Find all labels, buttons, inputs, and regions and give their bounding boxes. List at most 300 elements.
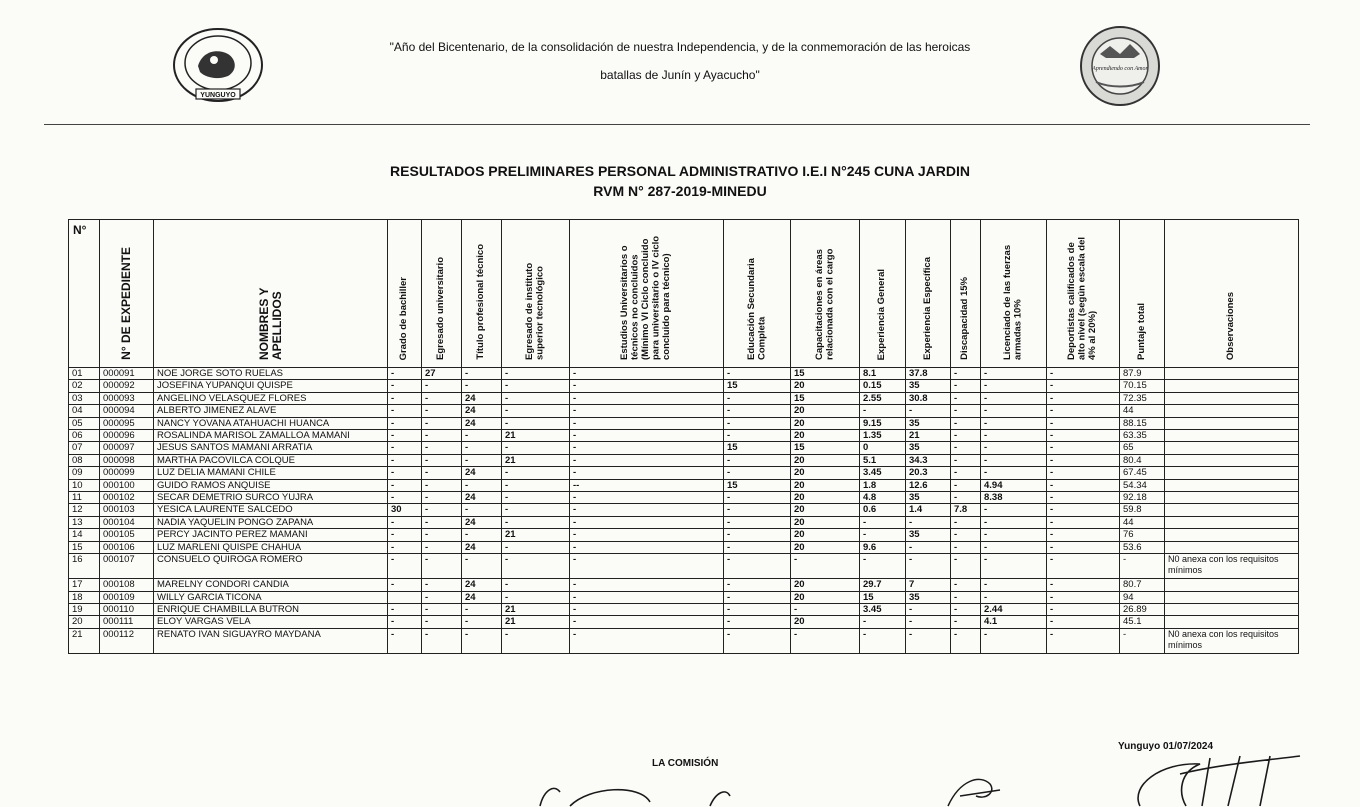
table-cell: - — [422, 417, 462, 429]
column-header-label: Capacitaciones en áreas relacionada con el cargo — [813, 248, 835, 360]
table-cell: - — [570, 454, 724, 466]
table-cell: 06 — [69, 430, 100, 442]
table-cell: 87.9 — [1120, 368, 1165, 380]
table-cell — [1165, 454, 1299, 466]
table-cell: 54.34 — [1120, 479, 1165, 491]
table-cell: - — [422, 616, 462, 628]
table-cell: - — [906, 516, 951, 528]
table-cell: - — [422, 405, 462, 417]
table-cell: - — [422, 467, 462, 479]
table-cell — [1165, 579, 1299, 591]
table-cell: - — [1120, 628, 1165, 653]
table-cell: - — [981, 554, 1047, 579]
table-cell — [1165, 430, 1299, 442]
table-cell: PERCY JACINTO PEREZ MAMANI — [154, 529, 388, 541]
table-cell: 21 — [502, 603, 570, 615]
table-cell: 24 — [462, 467, 502, 479]
column-header: N° — [69, 220, 100, 368]
table-cell: - — [951, 417, 981, 429]
table-cell: - — [1047, 417, 1120, 429]
table-cell: - — [906, 628, 951, 653]
table-cell: 000095 — [100, 417, 154, 429]
table-cell: - — [388, 529, 422, 541]
table-cell: - — [502, 492, 570, 504]
signature-commission-2 — [930, 770, 1030, 807]
table-cell: - — [502, 467, 570, 479]
table-cell: - — [981, 442, 1047, 454]
table-cell: - — [388, 417, 422, 429]
table-cell — [1165, 504, 1299, 516]
table-cell: 35 — [906, 442, 951, 454]
table-cell: 80.4 — [1120, 454, 1165, 466]
table-cell: 20 — [791, 579, 860, 591]
table-row — [69, 380, 1299, 392]
seal-left-label: YUNGUYO — [200, 92, 236, 99]
table-cell: -- — [570, 479, 724, 491]
table-cell: - — [951, 591, 981, 603]
table-cell: ALBERTO JIMENEZ ALAVE — [154, 405, 388, 417]
table-cell: 20 — [791, 616, 860, 628]
header-line-2: batallas de Junín y Ayacucho" — [600, 68, 760, 82]
table-cell: - — [1047, 467, 1120, 479]
column-header-label: Estudios Universitarios o técnicos no concluidos (Mínimo VI Ciclo concluido para universitario o IV ciclo concluido para técnico) — [619, 235, 673, 360]
table-cell: - — [791, 554, 860, 579]
column-header — [422, 220, 462, 368]
table-cell: - — [860, 554, 906, 579]
table-cell: - — [1047, 454, 1120, 466]
table-cell: 20.3 — [906, 467, 951, 479]
table-cell: - — [570, 467, 724, 479]
table-cell: 44 — [1120, 405, 1165, 417]
table-cell: - — [570, 541, 724, 553]
table-cell: - — [981, 529, 1047, 541]
page-title — [300, 161, 1060, 201]
table-cell: 34.3 — [906, 454, 951, 466]
table-cell: - — [388, 392, 422, 404]
table-cell: - — [951, 405, 981, 417]
table-cell: - — [570, 591, 724, 603]
table-cell: - — [981, 541, 1047, 553]
table-cell: 24 — [462, 516, 502, 528]
table-cell: - — [1047, 591, 1120, 603]
table-cell: - — [724, 616, 791, 628]
column-header-label: Licenciado de las fuerzas armadas 10% — [1002, 244, 1024, 360]
table-cell: JESUS SANTOS MAMANI ARRATIA — [154, 442, 388, 454]
table-cell: - — [1047, 504, 1120, 516]
table-cell: 000110 — [100, 603, 154, 615]
column-header-label: Título profesional técnico — [475, 244, 487, 360]
table-cell: - — [981, 504, 1047, 516]
column-header-label: Puntaje total — [1135, 302, 1147, 360]
table-cell: - — [1047, 479, 1120, 491]
table-cell: 72.35 — [1120, 392, 1165, 404]
table-cell: 27 — [422, 368, 462, 380]
table-cell: - — [388, 467, 422, 479]
table-cell: - — [502, 579, 570, 591]
results-table — [68, 219, 1299, 654]
table-cell: 15 — [69, 541, 100, 553]
table-cell: - — [570, 392, 724, 404]
table-cell: 14 — [69, 529, 100, 541]
table-cell: 35 — [906, 529, 951, 541]
table-cell: - — [570, 504, 724, 516]
table-cell: - — [502, 405, 570, 417]
column-header — [388, 220, 422, 368]
table-cell: - — [502, 516, 570, 528]
table-cell: - — [724, 417, 791, 429]
table-cell: - — [570, 516, 724, 528]
table-cell: - — [422, 579, 462, 591]
signature-commission-3 — [1120, 752, 1310, 807]
table-row — [69, 616, 1299, 628]
table-cell: - — [422, 603, 462, 615]
table-cell: 15 — [724, 380, 791, 392]
table-cell: - — [724, 492, 791, 504]
table-cell: - — [981, 405, 1047, 417]
table-cell: 04 — [69, 405, 100, 417]
table-cell: 1.35 — [860, 430, 906, 442]
table-cell: - — [791, 603, 860, 615]
table-cell: 59.8 — [1120, 504, 1165, 516]
column-header — [951, 220, 981, 368]
table-cell: - — [570, 554, 724, 579]
table-cell: - — [906, 616, 951, 628]
column-header — [570, 220, 724, 368]
table-cell: - — [724, 516, 791, 528]
table-row — [69, 417, 1299, 429]
table-cell — [1165, 417, 1299, 429]
table-cell — [1165, 368, 1299, 380]
table-cell: 24 — [462, 405, 502, 417]
column-header-label: Observaciones — [1225, 291, 1237, 360]
table-cell: 94 — [1120, 591, 1165, 603]
table-cell — [1165, 616, 1299, 628]
table-cell: - — [388, 479, 422, 491]
table-cell: 20 — [69, 616, 100, 628]
table-cell: - — [981, 579, 1047, 591]
table-cell: ENRIQUE CHAMBILLA BUTRON — [154, 603, 388, 615]
table-cell: RENATO IVAN SIGUAYRO MAYDANA — [154, 628, 388, 653]
column-header — [154, 220, 388, 368]
table-cell: - — [951, 603, 981, 615]
table-cell: - — [502, 479, 570, 491]
table-cell: 000108 — [100, 579, 154, 591]
table-row — [69, 541, 1299, 553]
table-cell: - — [502, 554, 570, 579]
table-cell: - — [422, 516, 462, 528]
table-cell: 15 — [791, 392, 860, 404]
table-cell: 20 — [791, 467, 860, 479]
column-header-label: Experiencia Específica — [921, 257, 933, 360]
table-cell: 20 — [791, 541, 860, 553]
table-cell: - — [860, 628, 906, 653]
table-cell: 0.15 — [860, 380, 906, 392]
table-cell: - — [951, 454, 981, 466]
table-cell: N0 anexa con los requisitos mínimos — [1165, 628, 1299, 653]
table-cell: 53.6 — [1120, 541, 1165, 553]
table-cell: - — [951, 516, 981, 528]
table-row — [69, 554, 1299, 579]
table-cell: - — [1047, 405, 1120, 417]
table-cell: - — [422, 554, 462, 579]
table-cell: 09 — [69, 467, 100, 479]
column-header-label: Egresado de instituto superior tecnológico — [524, 262, 546, 360]
table-cell: - — [1047, 516, 1120, 528]
table-cell: 7 — [906, 579, 951, 591]
table-cell: - — [860, 616, 906, 628]
table-cell: - — [1047, 442, 1120, 454]
table-cell: 000105 — [100, 529, 154, 541]
table-cell: - — [462, 504, 502, 516]
table-cell: 24 — [462, 591, 502, 603]
footer-date: Yunguyo 01/07/2024 — [1118, 741, 1214, 752]
table-cell: - — [906, 554, 951, 579]
table-cell: 18 — [69, 591, 100, 603]
table-cell: - — [502, 380, 570, 392]
table-row — [69, 405, 1299, 417]
table-cell: NADIA YAQUELIN PONGO ZAPANA — [154, 516, 388, 528]
table-cell — [1165, 405, 1299, 417]
table-cell: - — [791, 628, 860, 653]
table-cell: - — [462, 368, 502, 380]
table-cell: 17 — [69, 579, 100, 591]
table-row — [69, 430, 1299, 442]
table-cell: 05 — [69, 417, 100, 429]
table-cell: - — [462, 430, 502, 442]
table-cell: ANGELINO VELASQUEZ FLORES — [154, 392, 388, 404]
table-cell: - — [1047, 603, 1120, 615]
table-cell: 24 — [462, 492, 502, 504]
table-row — [69, 529, 1299, 541]
table-cell: - — [906, 603, 951, 615]
table-cell: - — [951, 579, 981, 591]
table-cell: 21 — [906, 430, 951, 442]
table-cell: - — [981, 516, 1047, 528]
table-cell: - — [981, 368, 1047, 380]
table-cell: GUIDO RAMOS ANQUISE — [154, 479, 388, 491]
table-row — [69, 454, 1299, 466]
institution-seal-left — [170, 26, 266, 104]
table-cell: 4.94 — [981, 479, 1047, 491]
table-cell — [1165, 603, 1299, 615]
table-cell: - — [502, 541, 570, 553]
table-cell: - — [462, 603, 502, 615]
table-cell: CONSUELO QUIROGA ROMERO — [154, 554, 388, 579]
table-cell: - — [502, 417, 570, 429]
table-cell: 8.38 — [981, 492, 1047, 504]
table-cell — [1165, 392, 1299, 404]
table-cell: 000106 — [100, 541, 154, 553]
table-cell: - — [981, 454, 1047, 466]
table-cell: 000111 — [100, 616, 154, 628]
table-cell: - — [462, 479, 502, 491]
table-cell: 35 — [906, 380, 951, 392]
table-cell: - — [570, 492, 724, 504]
table-cell: 80.7 — [1120, 579, 1165, 591]
table-cell: - — [951, 616, 981, 628]
table-cell: - — [951, 467, 981, 479]
table-cell: - — [1047, 380, 1120, 392]
table-cell: - — [422, 479, 462, 491]
table-cell: LUZ DELIA MAMANI CHILE — [154, 467, 388, 479]
table-row — [69, 392, 1299, 404]
table-cell: - — [570, 430, 724, 442]
table-cell: - — [502, 628, 570, 653]
column-header — [502, 220, 570, 368]
table-cell: 20 — [791, 454, 860, 466]
table-cell: - — [570, 628, 724, 653]
table-cell: 7.8 — [951, 504, 981, 516]
table-cell: 15 — [791, 442, 860, 454]
table-cell: 92.18 — [1120, 492, 1165, 504]
table-cell: - — [1047, 541, 1120, 553]
table-cell: 01 — [69, 368, 100, 380]
table-cell: 000092 — [100, 380, 154, 392]
table-cell: - — [422, 392, 462, 404]
table-cell: 10 — [69, 479, 100, 491]
table-cell: - — [1047, 430, 1120, 442]
table-cell: - — [388, 405, 422, 417]
table-cell: 02 — [69, 380, 100, 392]
table-cell: - — [1047, 554, 1120, 579]
table-cell: - — [422, 492, 462, 504]
title-line-1: RESULTADOS PRELIMINARES PERSONAL ADMINISTRATIVO I.E.I N°245 CUNA JARDIN — [390, 163, 970, 179]
table-cell: - — [570, 405, 724, 417]
table-cell: MARELNY CONDORI CANDIA — [154, 579, 388, 591]
table-row — [69, 368, 1299, 380]
table-cell: 24 — [462, 579, 502, 591]
table-row — [69, 591, 1299, 603]
table-cell: 000112 — [100, 628, 154, 653]
column-header-label: NOMBRES Y APELLIDOS — [256, 287, 284, 360]
column-header — [860, 220, 906, 368]
table-cell: 21 — [502, 430, 570, 442]
table-cell: 11 — [69, 492, 100, 504]
table-cell: - — [724, 454, 791, 466]
column-header-label: Egresado universitario — [435, 257, 447, 360]
table-cell: - — [981, 380, 1047, 392]
table-cell: MARTHA PACOVILCA COLQUE — [154, 454, 388, 466]
table-cell: 70.15 — [1120, 380, 1165, 392]
table-cell — [1165, 492, 1299, 504]
table-cell: 3.45 — [860, 467, 906, 479]
table-row — [69, 579, 1299, 591]
table-cell: - — [860, 529, 906, 541]
table-cell: N0 anexa con los requisitos mínimos — [1165, 554, 1299, 579]
table-cell: - — [388, 579, 422, 591]
table-cell: 000093 — [100, 392, 154, 404]
table-cell: 0 — [860, 442, 906, 454]
table-cell: - — [462, 442, 502, 454]
table-row — [69, 628, 1299, 653]
table-cell: WILLY GARCIA TICONA — [154, 591, 388, 603]
table-row — [69, 504, 1299, 516]
column-header-label: Experiencia General — [876, 268, 888, 360]
header-motto — [300, 40, 1060, 82]
table-cell: 30.8 — [906, 392, 951, 404]
table-cell: 8.1 — [860, 368, 906, 380]
table-cell: 65 — [1120, 442, 1165, 454]
table-cell: 20 — [791, 417, 860, 429]
title-line-2: RVM N° 287-2019-MINEDU — [593, 183, 767, 199]
footer-commission: LA COMISIÓN — [652, 758, 719, 769]
table-cell: 15 — [724, 442, 791, 454]
table-cell: ROSALINDA MARISOL ZAMALLOA MAMANI — [154, 430, 388, 442]
school-seal-right — [1070, 24, 1170, 108]
table-cell: 67.45 — [1120, 467, 1165, 479]
table-cell: 20 — [791, 380, 860, 392]
table-cell: - — [388, 541, 422, 553]
table-cell: - — [502, 442, 570, 454]
table-cell: - — [951, 554, 981, 579]
table-cell: - — [951, 442, 981, 454]
column-header-label: Grado de bachiller — [398, 276, 410, 360]
table-cell: 20 — [791, 492, 860, 504]
table-cell: 24 — [462, 417, 502, 429]
column-header — [1047, 220, 1120, 368]
table-cell: - — [724, 392, 791, 404]
table-cell: 000091 — [100, 368, 154, 380]
table-cell: - — [951, 479, 981, 491]
column-header — [791, 220, 860, 368]
table-cell: 21 — [502, 616, 570, 628]
table-cell: - — [981, 430, 1047, 442]
table-header-row — [69, 220, 1299, 368]
table-cell: - — [951, 380, 981, 392]
table-row — [69, 516, 1299, 528]
table-row — [69, 479, 1299, 491]
table-cell: - — [981, 467, 1047, 479]
table-cell — [1165, 516, 1299, 528]
table-cell: - — [724, 591, 791, 603]
table-cell: 20 — [791, 516, 860, 528]
table-cell: 16 — [69, 554, 100, 579]
table-cell: 15 — [724, 479, 791, 491]
table-cell: - — [570, 603, 724, 615]
column-header — [1165, 220, 1299, 368]
table-cell: - — [906, 541, 951, 553]
column-header — [100, 220, 154, 368]
table-cell: 4.1 — [981, 616, 1047, 628]
table-cell: - — [388, 454, 422, 466]
table-cell: 1.8 — [860, 479, 906, 491]
table-cell: 19 — [69, 603, 100, 615]
table-cell: - — [422, 529, 462, 541]
table-cell — [1165, 541, 1299, 553]
table-cell: - — [388, 492, 422, 504]
table-cell: 13 — [69, 516, 100, 528]
table-cell: - — [502, 392, 570, 404]
table-row — [69, 467, 1299, 479]
table-cell: 20 — [791, 504, 860, 516]
table-cell: 88.15 — [1120, 417, 1165, 429]
table-cell: 4.8 — [860, 492, 906, 504]
table-cell: 5.1 — [860, 454, 906, 466]
column-header — [906, 220, 951, 368]
table-cell: - — [388, 554, 422, 579]
header-divider — [44, 124, 1310, 125]
table-cell: - — [388, 430, 422, 442]
table-cell: - — [502, 368, 570, 380]
table-cell: - — [724, 405, 791, 417]
table-cell: 9.6 — [860, 541, 906, 553]
table-cell: - — [462, 454, 502, 466]
seal-right-label: Aprendiendo con Amor — [1092, 66, 1148, 72]
table-cell: 07 — [69, 442, 100, 454]
table-cell: - — [422, 442, 462, 454]
table-cell: - — [724, 603, 791, 615]
table-cell: 24 — [462, 392, 502, 404]
